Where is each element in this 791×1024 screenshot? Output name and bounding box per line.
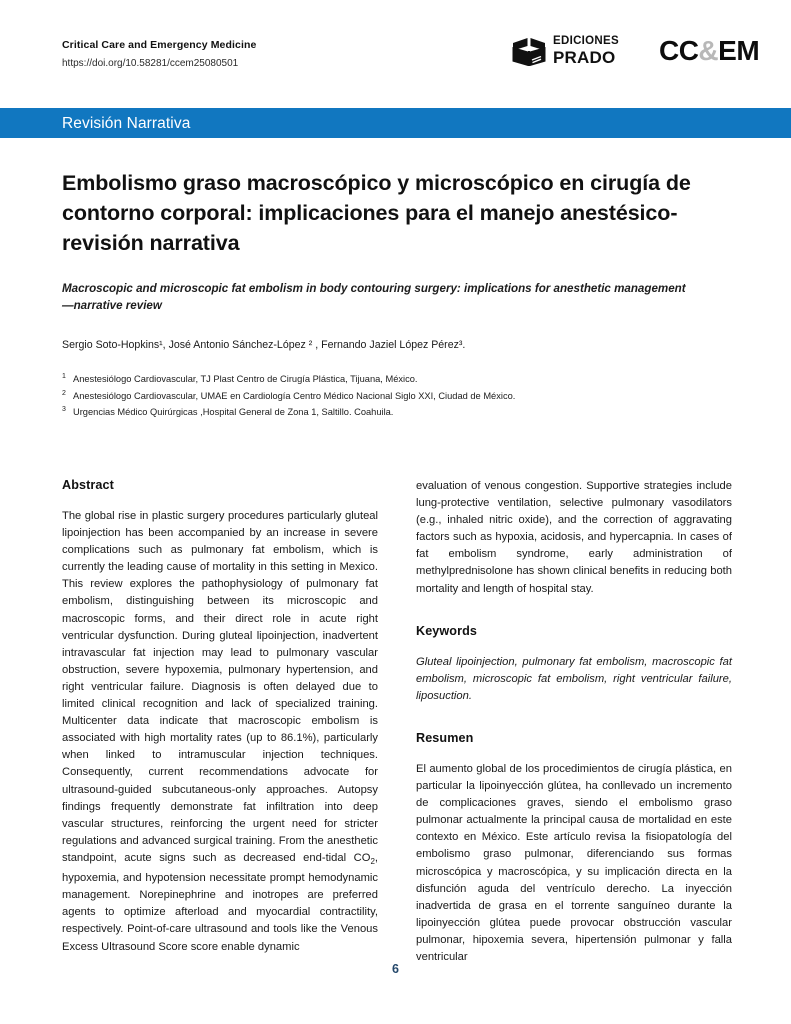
affiliation-item (62, 370, 732, 387)
affiliation-marker: 3 (62, 406, 66, 414)
page-number: 6 (392, 962, 399, 976)
affiliation-item (62, 387, 732, 404)
article-title-block (62, 168, 732, 420)
page-header (0, 0, 791, 108)
resumen-heading: Resumen (416, 730, 474, 745)
left-column (62, 478, 378, 966)
affiliation-marker: 1 (62, 373, 66, 380)
abstract-subscript: 2 (370, 857, 375, 867)
affiliation-marker: 2 (62, 389, 66, 397)
right-column (416, 478, 732, 966)
article-body-columns (62, 478, 732, 966)
publisher-logo-block (511, 34, 759, 68)
journal-abbreviation-logo (659, 37, 759, 65)
author-list: Sergio Soto-Hopkins¹, José Antonio Sánchez-López ² , Fernando Jaziel López Pérez³. (62, 339, 466, 351)
affiliation-text: Anestesiólogo Cardiovascular, TJ Plast Centro de Cirugía Plástica, Tijuana, México. (73, 374, 418, 385)
affiliation-text: Urgencias Médico Quirúrgicas ,Hospital General de Zona 1, Saltillo. Coahuila. (73, 407, 394, 418)
abstract-text-part2: , hypoxemia, and hypotension necessitate prompt hemodynamic management. Norepinephrine and inotropes are preferred agents to optimize afterload and myocardial contractility, respectively. Point-of-care ultrasound and tools like the Venous Excess Ultrasound Score score enable dynamic (62, 851, 378, 953)
journal-identity-block (62, 38, 256, 71)
affiliation-text: Anestesiólogo Cardiovascular, UMAE en Cardiología Centro Médico Nacional Siglo XXI, Ciudad de México. (73, 390, 516, 401)
affiliation-list (62, 370, 732, 420)
article-type-band (0, 108, 791, 138)
page-title: Embolismo graso macroscópico y microscópico en cirugía de contorno corporal: implicaciones para el manejo anestésico-revisión narrativa (62, 171, 691, 255)
doi-link[interactable]: https://doi.org/10.58281/ccem25080501 (62, 58, 239, 69)
abstract-heading: Abstract (62, 478, 114, 492)
affiliation-item (62, 403, 732, 420)
keywords-heading: Keywords (416, 623, 477, 638)
abstract-text-part1: The global rise in plastic surgery procedures particularly gluteal lipoinjection has been accompanied by an increase in severe complications such as pulmonary fat embolism, which is currently the leading cause of mortality in this setting in Mexico. This review explores the pathophysiology of pulmonary fat embolism, distinguishing between its microscopic and macroscopic forms, and their direct role in acute right ventricular dysfunction. During gluteal lipoinjection, inadvertent intravascular fat injection may lead to pulmonary vascular obstruction, severe hypoxemia, pulmonary hypertension, and right ventricular failure. Diagnosis is often delayed due to limited clinical recognition and lack of specialized training. Multicenter data indicate that macroscopic embolism is associated with high mortality rates (up to 86.1%), particularly when linked to intramuscular injection techniques. Consequently, current recommendations advocate for ultrasound-guided subcutaneous-only approaches. Autopsy findings frequently demonstrate fat infiltration into deep vascular structures, reinforcing the urgent need for stricter regulations and advanced surgical training. From the anesthetic standpoint, acute signs such as decreased end-tidal CO (62, 510, 378, 864)
abstract-paragraph (62, 508, 378, 956)
publisher-wordmark (553, 36, 619, 66)
abstract-continuation-paragraph: evaluation of venous congestion. Supportive strategies include lung-protective ventilation, selective pulmonary vasodilators (e.g., inhaled nitric oxide), and the correction of aggravating factors such as hypoxia, acidosis, and hypercapnia. In cases of fat embolism syndrome, early administration of methylprednisolone has shown clinical benefits in reducing both mortality and length of hospital stay. (416, 480, 732, 595)
publisher-name-line1: EDICIONES (553, 35, 619, 48)
open-book-icon (511, 34, 547, 68)
article-subtitle-english: Macroscopic and microscopic fat embolism in body contouring surgery: implications for anesthetic management—narrative review (62, 282, 686, 312)
keywords-paragraph: Gluteal lipoinjection, pulmonary fat embolism, macroscopic fat embolism, microscopic fat embolism, right ventricular failure, liposuction. (416, 655, 732, 702)
resumen-paragraph: El aumento global de los procedimientos de cirugía plástica, en particular la lipoinyección glútea, ha conllevado un incremento de complicaciones graves, siendo el embolismo graso pulmonar actualmente la principal causa de mortalidad en este contexto en México. Este artículo revisa la fisiopatología del embolismo graso pulmonar, diferenciando sus formas microscópica y macroscópica, y su implicación directa en la disfunción aguda del ventrículo derecho. La inyección inadvertida de grasa en el torrente sanguíneo durante la lipoinyección glútea puede provocar obstrucción vascular pulmonar, hipoxemia severa, hipertensión pulmonar y falla ventricular (416, 762, 732, 963)
journal-name: Critical Care and Emergency Medicine (62, 39, 257, 51)
brand-cc: CC (658, 35, 699, 66)
brand-em: EM (718, 35, 760, 66)
article-type-label: Revisión Narrativa (62, 115, 191, 132)
publisher-name-line2: PRADO (553, 47, 616, 67)
brand-ampersand: & (698, 35, 719, 66)
